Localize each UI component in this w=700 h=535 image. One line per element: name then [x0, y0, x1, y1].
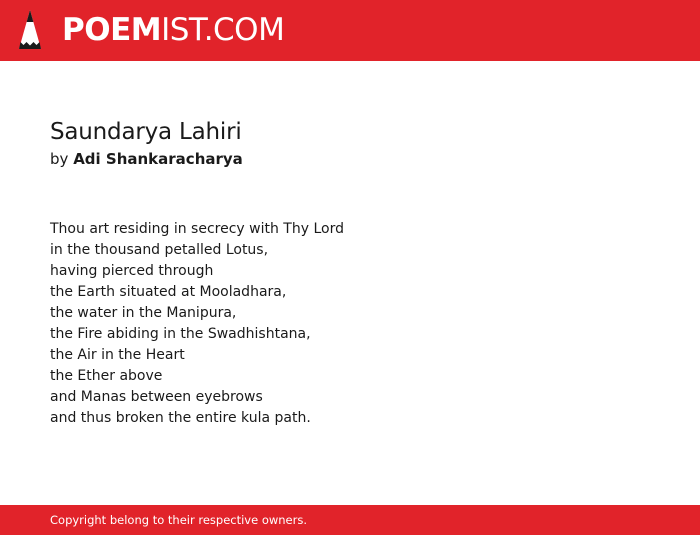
poem-line: the Fire abiding in the Swadhishtana,	[50, 326, 311, 342]
poem-line: having pierced through	[50, 263, 214, 279]
logo-text-bold: POEM	[62, 12, 162, 48]
by-label: by	[50, 150, 69, 168]
poem-title: Saundarya Lahiri	[50, 119, 242, 145]
poem-byline	[50, 149, 243, 169]
poem-body	[50, 219, 344, 429]
site-footer	[0, 505, 700, 535]
author-name: Adi Shankaracharya	[73, 150, 243, 168]
site-header	[0, 0, 700, 61]
poem-line: Thou art residing in secrecy with Thy Lord	[50, 221, 344, 237]
poem-line: in the thousand petalled Lotus,	[50, 242, 269, 258]
copyright-text: Copyright belong to their respective owners.	[50, 513, 308, 527]
poem-line: and Manas between eyebrows	[50, 389, 263, 405]
poem-line: the Air in the Heart	[50, 347, 185, 363]
poem-line: and thus broken the entire kula path.	[50, 410, 311, 426]
poem-line: the Ether above	[50, 368, 163, 384]
pencil-logo-icon[interactable]	[17, 9, 43, 51]
poem-line: the Earth situated at Mooladhara,	[50, 284, 287, 300]
site-logo[interactable]	[62, 11, 284, 49]
poem-line: the water in the Manipura,	[50, 305, 237, 321]
logo-text-light: IST.COM	[161, 12, 285, 48]
